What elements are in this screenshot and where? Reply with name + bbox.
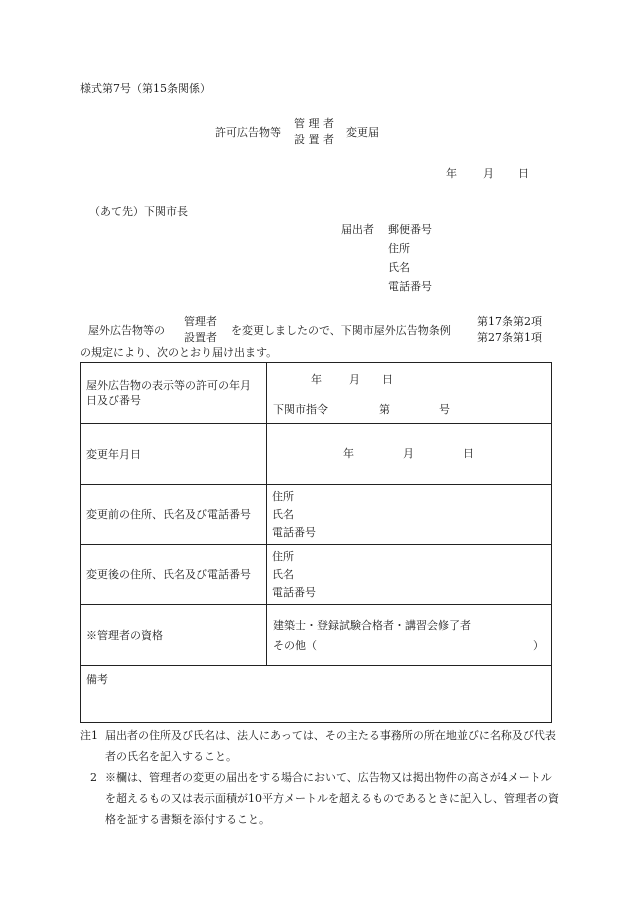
qualification-options: 建築士・登録試験合格者・講習会修了者 [273, 619, 471, 632]
before-phone: 電話番号 [272, 525, 316, 539]
title-prefix: 許可広告物等 [215, 126, 281, 139]
note-1-num: 注1 [80, 729, 98, 742]
change-day: 日 [463, 447, 474, 460]
after-change-value[interactable] [267, 545, 552, 605]
permit-year: 年 [311, 373, 322, 386]
after-address: 住所 [272, 549, 294, 563]
note-2-text: ※欄は、管理者の変更の届出をする場合において、広告物又は掲出物件の高さが4メートルを超えるもの又は表示面積が10平方メートルを超えるものであるときに記入し、管理者の資格を証する書類を添付すること。 [105, 771, 559, 826]
statement-article-bottom: 第27条第1項 [477, 331, 542, 344]
change-date-value[interactable] [267, 424, 552, 485]
row-permit-info [81, 363, 552, 424]
title-option-bottom: 設 置 者 [294, 133, 334, 146]
statement-part1: 屋外広告物等の [88, 324, 165, 337]
after-change-label: 変更後の住所、氏名及び電話番号 [81, 545, 267, 605]
note-1-text: 届出者の住所及び氏名は、法人にあっては、その主たる事務所の所在地並びに名称及び代表者の氏名を記入すること。 [105, 729, 556, 763]
notifier-postal: 郵便番号 [388, 223, 432, 236]
permit-gou: 号 [439, 403, 450, 416]
city-designation: 下関市指令 [273, 403, 328, 416]
row-remarks [81, 666, 552, 723]
notification-table [80, 362, 552, 723]
after-phone: 電話番号 [272, 585, 316, 599]
notifier-phone: 電話番号 [388, 280, 432, 293]
permit-dai: 第 [379, 403, 390, 416]
row-after-change [81, 545, 552, 605]
note-2 [80, 767, 560, 830]
qualification-other-open: その他（ [273, 639, 317, 652]
after-name: 氏名 [272, 567, 294, 581]
note-1 [80, 725, 560, 767]
remarks-cell[interactable] [81, 666, 552, 723]
statement-option-top: 管理者 [184, 315, 217, 328]
addressee: （あて先）下関市長 [89, 205, 188, 218]
change-month: 月 [403, 447, 414, 460]
statement-article-top: 第17条第2項 [477, 315, 542, 328]
permit-day: 日 [382, 373, 393, 386]
notifier-label: 届出者 [341, 223, 374, 236]
row-before-change [81, 485, 552, 545]
permit-info-label: 屋外広告物の表示等の許可の年月日及び番号 [81, 363, 267, 424]
before-change-value[interactable] [267, 485, 552, 545]
note-2-num: 2 [90, 771, 97, 784]
permit-month: 月 [349, 373, 360, 386]
form-number: 様式第7号（第15条関係） [80, 82, 211, 95]
date-year: 年 [446, 167, 457, 180]
row-qualification [81, 605, 552, 666]
qualification-label: ※管理者の資格 [81, 605, 267, 666]
qualification-value[interactable] [267, 605, 552, 666]
change-year: 年 [343, 447, 354, 460]
row-change-date [81, 424, 552, 485]
qualification-other-close: ） [533, 639, 544, 652]
title-option-top: 管 理 者 [294, 117, 334, 130]
notifier-address: 住所 [388, 242, 410, 255]
statement-part2: を変更しましたので、下関市屋外広告物条例 [231, 324, 451, 337]
permit-info-value[interactable] [267, 363, 552, 424]
before-address: 住所 [272, 489, 294, 503]
before-change-label: 変更前の住所、氏名及び電話番号 [81, 485, 267, 545]
notifier-name: 氏名 [388, 261, 410, 274]
before-name: 氏名 [272, 507, 294, 521]
change-date-label: 変更年月日 [81, 424, 267, 485]
statement-option-bottom: 設置者 [184, 331, 217, 344]
title-suffix: 変更届 [346, 126, 379, 139]
statement-part3: の規定により、次のとおり届け出ます。 [80, 346, 278, 359]
date-month: 月 [483, 167, 494, 180]
notes [80, 725, 560, 830]
remarks-label: 備考 [86, 673, 108, 686]
date-day: 日 [518, 167, 529, 180]
